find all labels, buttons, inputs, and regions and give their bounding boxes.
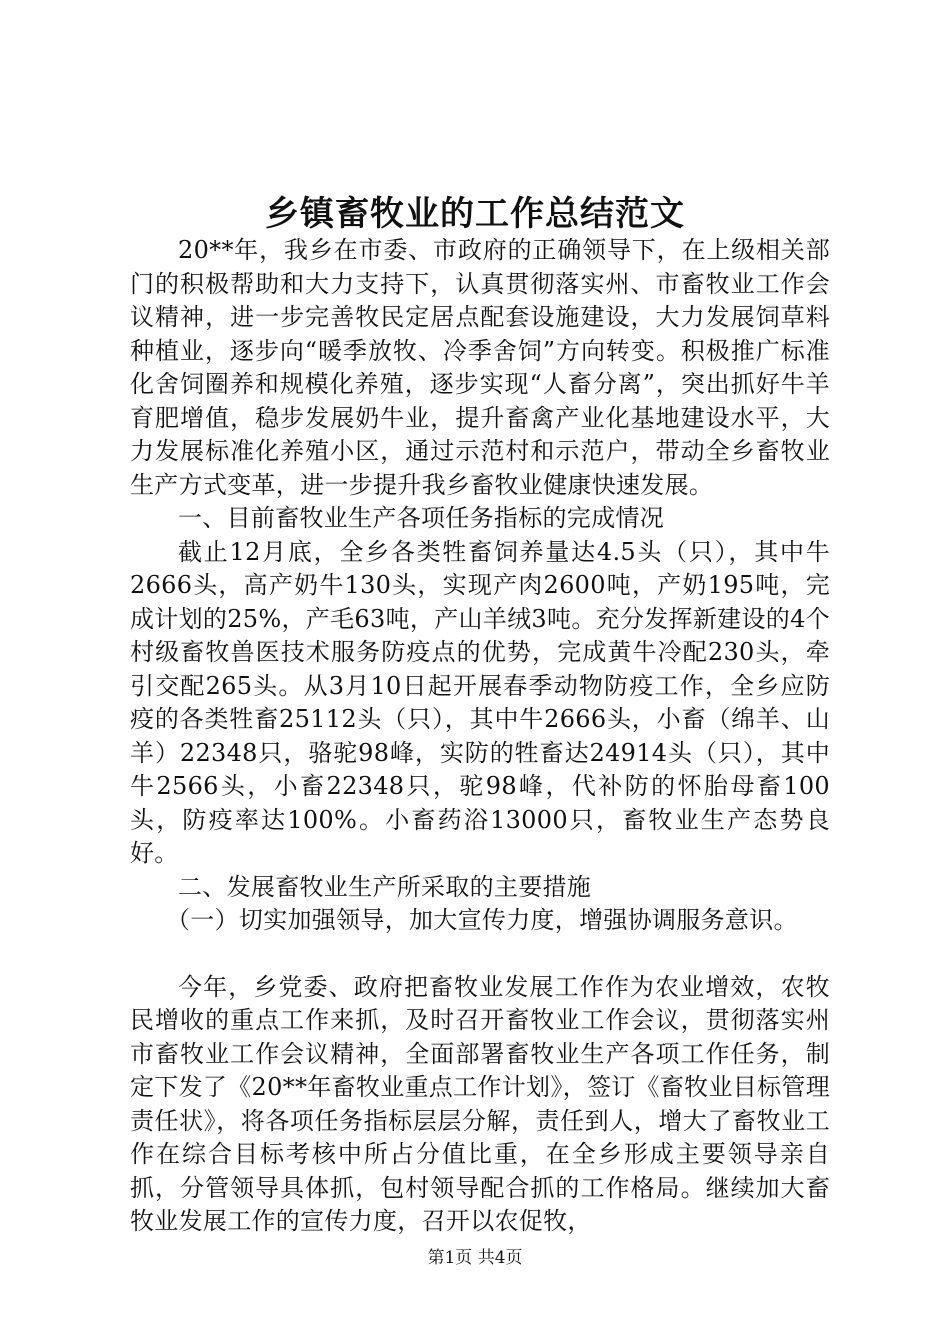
page-footer: 第1页 共4页 — [427, 1248, 523, 1268]
section-heading-2: 二、发展畜牧业生产所采取的主要措施 — [178, 872, 592, 901]
section-heading-1: 一、目前畜牧业生产各项任务指标的完成情况 — [178, 504, 664, 532]
document-body — [130, 234, 830, 1239]
section-1-paragraph: 截止12月底，全乡各类牲畜饲养量达4.5头（只），其中牛2666头，高产奶牛130头，实现产肉2600吨，产奶195吨，完成计划的25%，产毛63吨，产山羊绒3吨。充分发挥新建设的4个村级畜牧兽医技术服务防疫点的优势，完成黄牛冷配230头，牵引交配265头。从3月10日起开展春季动物防疫工作，全乡应防疫的各类牲畜25112头（只），其中牛2666头，小畜（绵羊、山羊）22348只，骆驼98峰，实防的牲畜达24914头（只），其中牛2566头，小畜22348只，驼98峰，代补防的怀胎母畜100头，防疫率达100%。小畜药浴13000只，畜牧业生产态势良好。 — [130, 537, 830, 867]
subsection-heading-1: （一）切实加强领导，加大宣传力度，增强协调服务意识。 — [166, 906, 798, 934]
subsection-1-paragraph: 今年，乡党委、政府把畜牧业发展工作作为农业增效，农牧民增收的重点工作来抓，及时召开畜牧业工作会议，贯彻落实州市畜牧业工作会议精神，全面部署畜牧业生产各项工作任务，制定下发了《20**年畜牧业重点工作计划》，签订《畜牧业目标管理责任状》，将各项任务指标层层分解，责任到人，增大了畜牧业工作在综合目标考核中所占分值比重，在全乡形成主要领导亲自抓，分管领导具体抓，包村领导配合抓的工作格局。继续加大畜牧业发展工作的宣传力度，召开以农促牧， — [130, 972, 830, 1235]
document-title: 乡镇畜牧业的工作总结范文 — [265, 194, 685, 234]
intro-paragraph: 20**年，我乡在市委、市政府的正确领导下，在上级相关部门的积极帮助和大力支持下，认真贯彻落实州、市畜牧业工作会议精神，进一步完善牧民定居点配套设施建设，大力发展饲草料种植业，逐步向“暖季放牧、冷季舍饲”方向转变。积极推广标准化舍饲圈养和规模化养殖，逐步实现“人畜分离”，突出抓好牛羊育肥增值，稳步发展奶牛业，提升畜禽产业化基地建设水平，大力发展标准化养殖小区，通过示范村和示范户，带动全乡畜牧业生产方式变革，进一步提升我乡畜牧业健康快速发展。 — [130, 236, 830, 499]
